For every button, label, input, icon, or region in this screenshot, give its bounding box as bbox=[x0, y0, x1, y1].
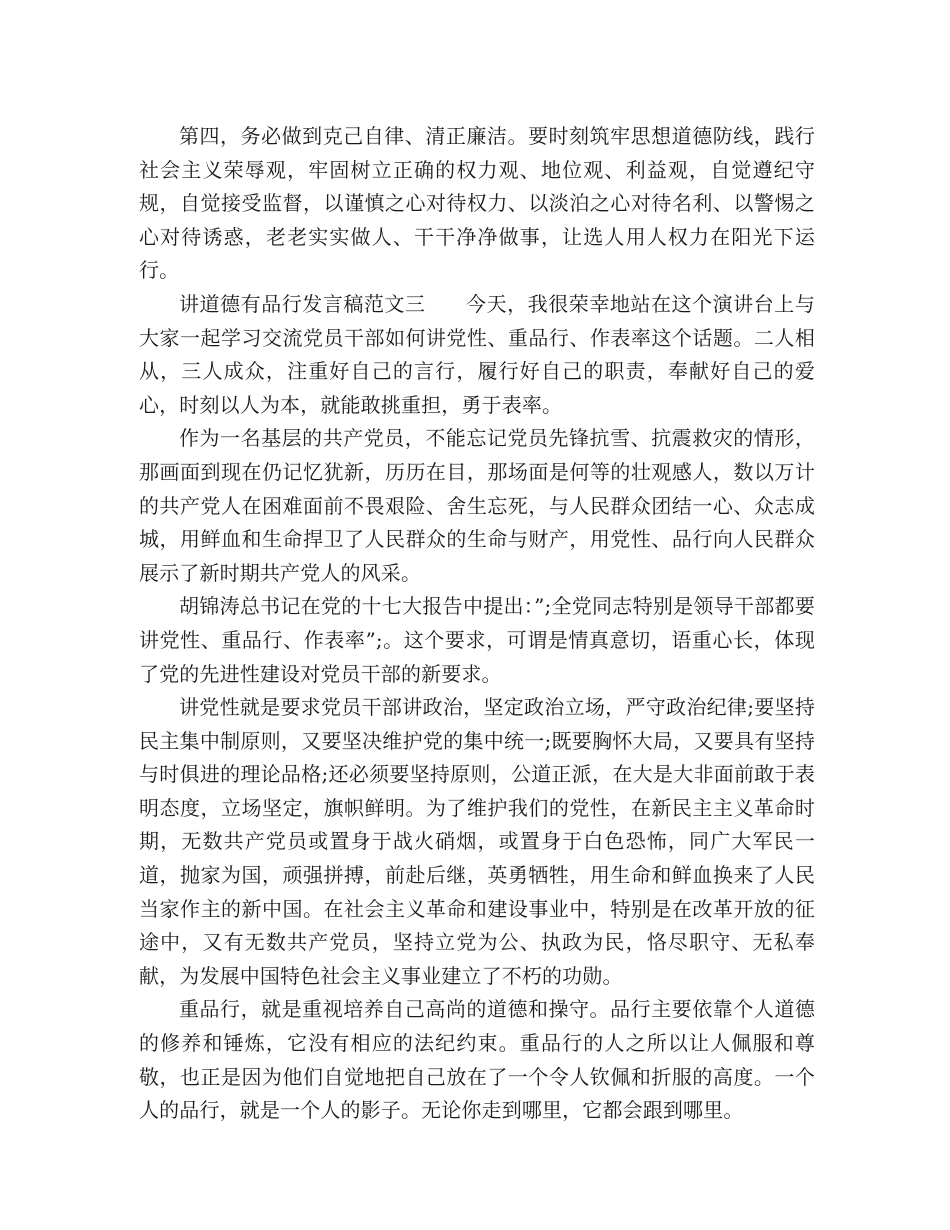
section-heading: 讲道德有品行发言稿范文三 bbox=[179, 291, 426, 316]
paragraph-section-three bbox=[139, 288, 815, 422]
paragraph-conduct: 重品行，就是重视培养自己高尚的道德和操守。品行主要依靠个人道德的修养和锤炼，它没有相应的法纪约束。重品行的人之所以让人佩服和尊敬，也正是因为他们自觉地把自己放在了一个令人钦佩和折服的高度。一个人的品行，就是一个人的影子。无论你走到哪里，它都会跟到哪里。 bbox=[139, 997, 815, 1123]
paragraph-congress-report: 胡锦涛总书记在党的十七大报告中提出：”;全党同志特别是领导干部都要讲党性、重品行、作表率”;。这个要求，可谓是情真意切，语重心长，体现了党的先进性建设对党员干部的新要求。 bbox=[139, 594, 815, 686]
paragraph-discipline: 第四，务必做到克己自律、清正廉洁。要时刻筑牢思想道德防线，践行社会主义荣辱观，牢固树立正确的权力观、地位观、利益观，自觉遵纪守规，自觉接受监督，以谨慎之心对待权力、以淡泊之心对待名利、以警惕之心对待诱惑，老老实实做人、干干净净做事，让选人用人权力在阳光下运行。 bbox=[139, 124, 815, 283]
paragraph-grassroots-member: 作为一名基层的共产党员，不能忘记党员先锋抗雪、抗震救灾的情形，那画面到现在仍记忆犹新，历历在目，那场面是何等的壮观感人，数以万计的共产党人在困难面前不畏艰险、舍生忘死，与人民群众团结一心、众志成城，用鲜血和生命捍卫了人民群众的生命与财产，用党性、品行向人民群众展示了新时期共产党人的风采。 bbox=[139, 426, 815, 585]
paragraph-party-spirit: 讲党性就是要求党员干部讲政治，坚定政治立场，严守政治纪律;要坚持民主集中制原则，又要坚决维护党的集中统一;既要胸怀大局，又要具有坚持与时俱进的理论品格;还必须要坚持原则，公道正派，在大是大非面前敢于表明态度，立场坚定，旗帜鲜明。为了维护我们的党性，在新民主主义革命时期，无数共产党员或置身于战火硝烟，或置身于白色恐怖，同广大军民一道，抛家为国，顽强拼搏，前赴后继，英勇牺牲，用生命和鲜血换来了人民当家作主的新中国。在社会主义革命和建设事业中，特别是在改革开放的征途中，又有无数共产党员，坚持立党为公、执政为民，恪尽职守、无私奉献，为发展中国特色社会主义事业建立了不朽的功勋。 bbox=[139, 695, 815, 988]
document-page bbox=[139, 120, 815, 1128]
section-intro: 今天，我很荣幸地站在这个演讲台上与大家一起学习交流党员干部如何讲党性、重品行、作表率这个话题。二人相从，三人成众，注重好自己的言行，履行好自己的职责，奉献好自己的爱心，时刻以人为本，就能敢挑重担，勇于表率。 bbox=[139, 291, 815, 417]
